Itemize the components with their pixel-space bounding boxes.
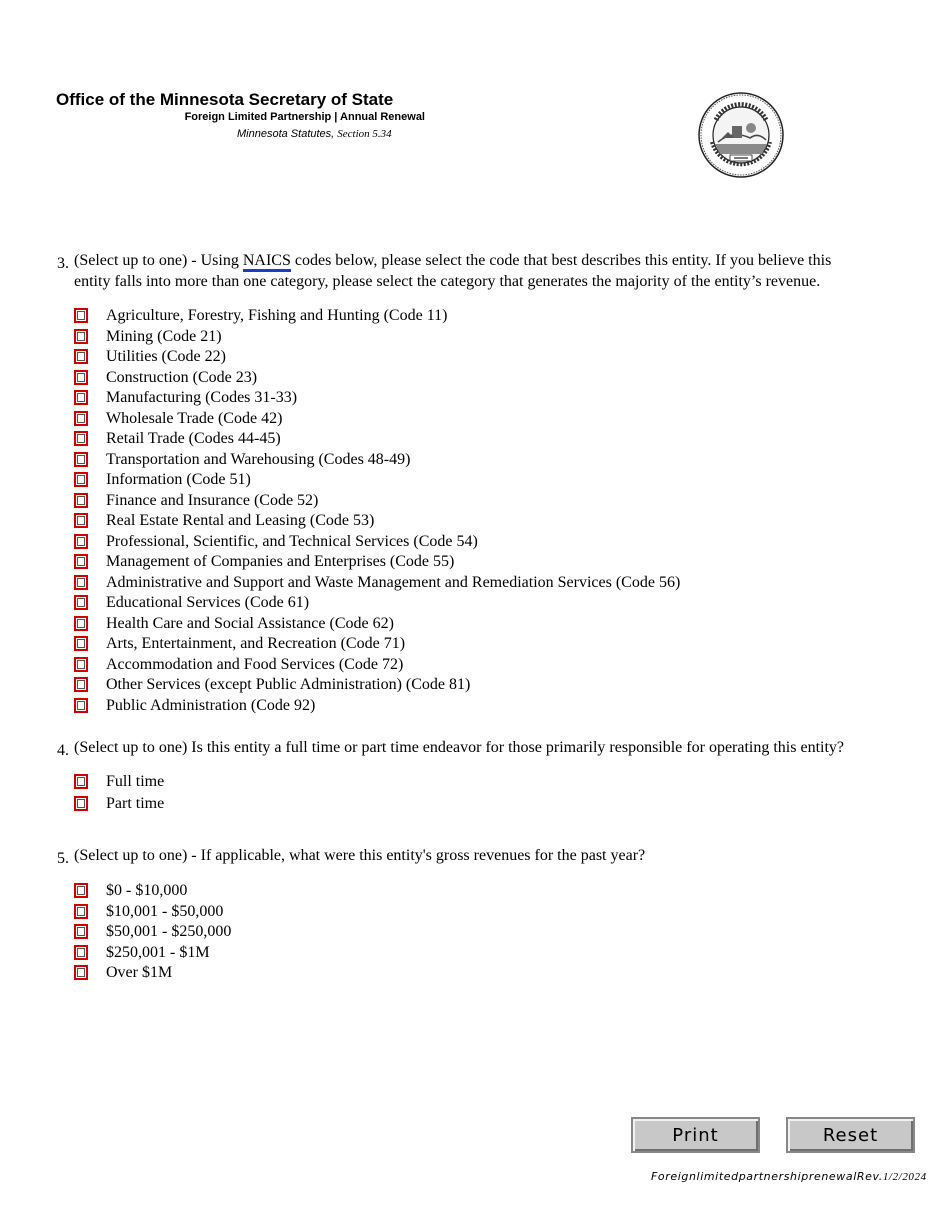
print-button[interactable]: Print [631, 1117, 760, 1153]
naics-option-label: Educational Services (Code 61) [106, 594, 310, 611]
naics-checkbox[interactable] [74, 534, 88, 549]
question-5-text: (Select up to one) - If applicable, what were this entity's gross revenues for the past year? [74, 847, 646, 864]
naics-checkbox[interactable] [74, 657, 88, 672]
naics-option-label: Other Services (except Public Administration) (Code 81) [106, 676, 471, 693]
question-3-text-line2: entity falls into more than one category, please select the category that generates the majority of the entity’s revenue. [74, 273, 821, 290]
revenue-checkbox[interactable] [74, 945, 88, 960]
naics-option-label: Public Administration (Code 92) [106, 696, 316, 714]
question-3-number: 3. [57, 255, 69, 272]
time-commitment-option-label: Part time [106, 795, 165, 812]
form-id: ForeignlimitedpartnershiprenewalRev. [651, 1170, 883, 1183]
naics-option-label: Agriculture, Forestry, Fishing and Hunting (Code 11) [106, 307, 448, 324]
revenue-option-label: $0 - $10,000 [106, 882, 188, 899]
naics-link[interactable]: NAICS [243, 252, 291, 272]
naics-checkbox[interactable] [74, 513, 88, 528]
naics-option-label: Accommodation and Food Services (Code 72) [106, 655, 404, 673]
statute-reference [237, 127, 392, 141]
revenue-checkbox[interactable] [74, 904, 88, 919]
naics-checkbox[interactable] [74, 616, 88, 631]
naics-option-label: Finance and Insurance (Code 52) [106, 491, 319, 509]
question-3-text-end: codes below, please select the code that best describes this entity. If you believe this [290, 252, 832, 269]
question-3-text-start: (Select up to one) - Using [74, 252, 243, 269]
naics-option-label: Manufacturing (Codes 31-33) [106, 389, 298, 406]
naics-checkbox[interactable] [74, 329, 88, 344]
form-revision-footer [651, 1170, 927, 1183]
naics-option-label: Utilities (Code 22) [106, 348, 226, 365]
naics-checkbox[interactable] [74, 349, 88, 364]
form-header [56, 90, 436, 140]
time-commitment-checkbox[interactable] [74, 796, 88, 811]
form-name: Foreign Limited Partnership | Annual Renewal [184, 111, 425, 123]
time-commitment-option-label: Full time [106, 773, 165, 790]
naics-option-label: Information (Code 51) [106, 471, 251, 488]
question-4-number: 4. [57, 742, 69, 759]
naics-option-label: Professional, Scientific, and Technical Services (Code 54) [106, 532, 478, 550]
office-title: Office of the Minnesota Secretary of State [56, 90, 394, 109]
naics-option-label: Transportation and Warehousing (Codes 48-49) [106, 450, 411, 468]
statute-section: Section 5.34 [337, 128, 392, 140]
naics-checkbox[interactable] [74, 370, 88, 385]
naics-checkbox[interactable] [74, 411, 88, 426]
revenue-option-label: $250,001 - $1M [106, 943, 210, 961]
question-4-text: (Select up to one) Is this entity a full time or part time endeavor for those primarily responsible for operating this entity? [74, 739, 845, 756]
naics-checkbox[interactable] [74, 308, 88, 323]
naics-option-label: Health Care and Social Assistance (Code 62) [106, 614, 394, 632]
naics-option-label: Wholesale Trade (Code 42) [106, 409, 283, 427]
state-seal-icon [698, 92, 784, 178]
revenue-option-label: $10,001 - $50,000 [106, 902, 224, 920]
question-3-text [74, 250, 914, 292]
naics-checkbox[interactable] [74, 390, 88, 405]
reset-button[interactable]: Reset [786, 1117, 915, 1153]
naics-option-label: Management of Companies and Enterprises (Code 55) [106, 553, 455, 570]
revenue-option-label: Over $1M [106, 964, 173, 981]
naics-checkbox[interactable] [74, 554, 88, 569]
naics-checkbox[interactable] [74, 698, 88, 713]
naics-checkbox[interactable] [74, 472, 88, 487]
question-5-number: 5. [57, 850, 69, 867]
naics-checkbox[interactable] [74, 493, 88, 508]
naics-checkbox[interactable] [74, 452, 88, 467]
time-commitment-checkbox[interactable] [74, 774, 88, 789]
naics-option-label: Real Estate Rental and Leasing (Code 53) [106, 512, 375, 529]
naics-checkbox[interactable] [74, 575, 88, 590]
naics-option-label: Arts, Entertainment, and Recreation (Code 71) [106, 635, 406, 652]
naics-checkbox[interactable] [74, 636, 88, 651]
revenue-checkbox[interactable] [74, 883, 88, 898]
revenue-checkbox[interactable] [74, 924, 88, 939]
revenue-checkbox[interactable] [74, 965, 88, 980]
revision-date: 1/2/2024 [882, 1171, 927, 1183]
naics-option-label: Retail Trade (Codes 44-45) [106, 430, 281, 447]
naics-option-label: Administrative and Support and Waste Management and Remediation Services (Code 56) [106, 573, 681, 591]
statute-prefix: Minnesota Statutes, [237, 128, 335, 140]
naics-checkbox[interactable] [74, 431, 88, 446]
naics-checkbox[interactable] [74, 595, 88, 610]
naics-option-label: Mining (Code 21) [106, 327, 222, 345]
naics-checkbox[interactable] [74, 677, 88, 692]
naics-option-label: Construction (Code 23) [106, 368, 258, 386]
revenue-option-label: $50,001 - $250,000 [106, 923, 232, 940]
